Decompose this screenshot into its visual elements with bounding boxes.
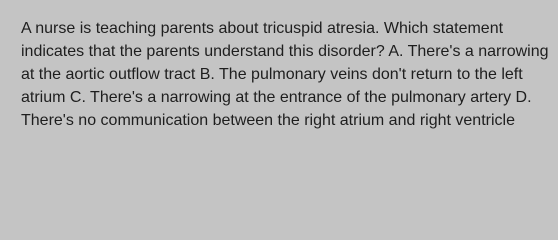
question-text: A nurse is teaching parents about tricuspid atresia. Which statement indicates that the parents understand this disorder? A. There's a narrowing at the aortic outflow tract B. The pulmonary veins don't return to the left atrium C. There's a narrowing at the entrance of the pulmonary artery D. There's no communication between the right atrium and right ventricle <box>21 20 549 129</box>
